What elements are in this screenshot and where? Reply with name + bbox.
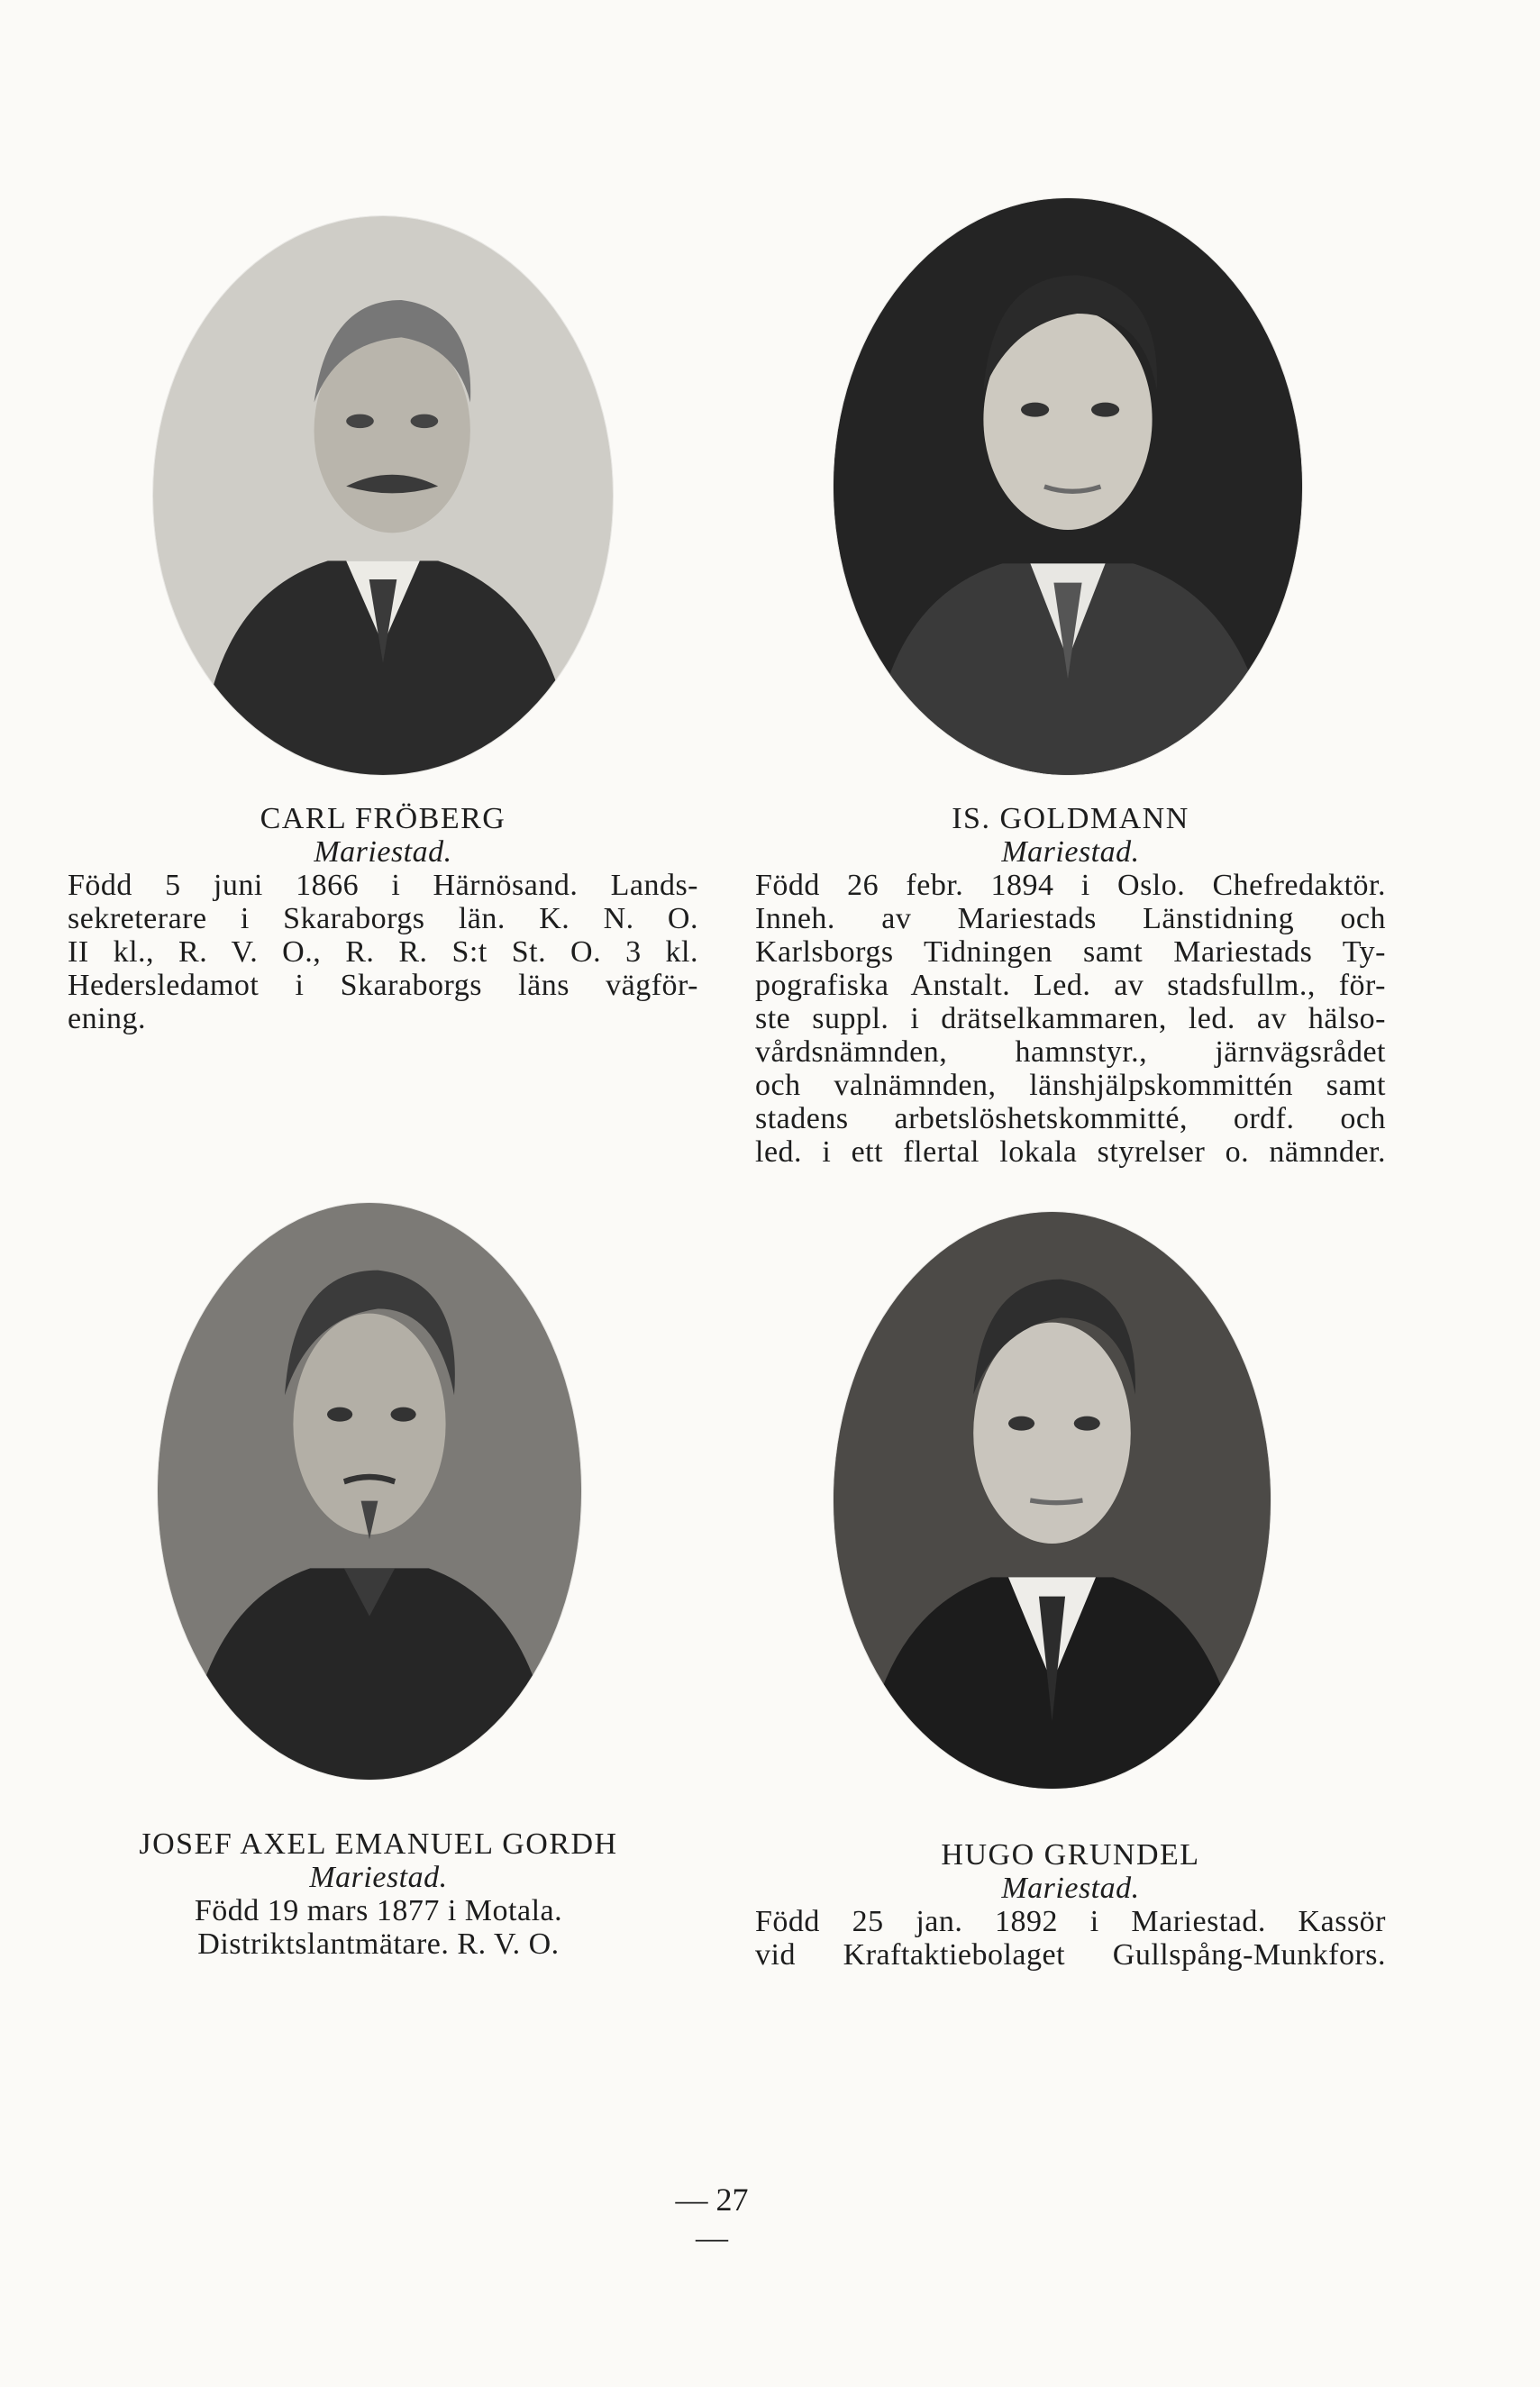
- bio-line: Född 26 febr. 1894 i Oslo. Chefredaktör.: [755, 869, 1386, 902]
- bio-line: ening.: [68, 1002, 147, 1035]
- entry-josef-gordh: [90, 1827, 667, 1961]
- person-name: JOSEF AXEL EMANUEL GORDH: [139, 1827, 618, 1861]
- bio-line: led. i ett flertal lokala styrelser o. nämnder.: [755, 1135, 1386, 1169]
- portrait-josef-gordh: [158, 1203, 581, 1780]
- page-number: — 27 —: [675, 2182, 749, 2255]
- person-place: Mariestad.: [314, 835, 452, 869]
- entry-is-goldmann: [755, 802, 1386, 1169]
- person-name: CARL FRÖBERG: [260, 802, 506, 835]
- person-bio: [68, 869, 698, 1035]
- bio-line: II kl., R. V. O., R. R. S:t St. O. 3 kl.: [68, 935, 698, 969]
- person-name: HUGO GRUNDEL: [941, 1838, 1200, 1872]
- portrait-hugo-grundel: [834, 1212, 1271, 1789]
- person-name: IS. GOLDMANN: [952, 802, 1189, 835]
- bio-line: vårdsnämnden, hamnstyr., järnvägsrådet: [755, 1035, 1386, 1069]
- bio-line: Född 19 mars 1877 i Motala.: [194, 1894, 563, 1927]
- bio-line: ste suppl. i drätselkammaren, led. av hälso-: [755, 1002, 1386, 1035]
- bio-line: Karlsborgs Tidningen samt Mariestads Ty-: [755, 935, 1386, 969]
- bio-line: pografiska Anstalt. Led. av stadsfullm., för-: [755, 969, 1386, 1002]
- bio-line: och valnämnden, länshjälpskommittén samt: [755, 1069, 1386, 1102]
- portrait-carl-froberg: [153, 216, 613, 775]
- person-place: Mariestad.: [1001, 1872, 1140, 1905]
- person-place: Mariestad.: [1001, 835, 1140, 869]
- person-bio: [755, 869, 1386, 1169]
- bio-line: Distriktslantmätare. R. V. O.: [197, 1927, 560, 1961]
- bio-line: Hedersledamot i Skaraborgs läns vägför-: [68, 969, 698, 1002]
- portrait-is-goldmann: [834, 198, 1302, 775]
- bio-line: Född 5 juni 1866 i Härnösand. Lands-: [68, 869, 698, 902]
- person-place: Mariestad.: [309, 1861, 448, 1894]
- bio-line: stadens arbetslöshetskommitté, ordf. och: [755, 1102, 1386, 1135]
- bio-line: sekreterare i Skaraborgs län. K. N. O.: [68, 902, 698, 935]
- bio-line: vid Kraftaktiebolaget Gullspång-Munkfors.: [755, 1938, 1386, 1972]
- entry-carl-froberg: [68, 802, 698, 1035]
- person-bio: [755, 1905, 1386, 1972]
- bio-line: Född 25 jan. 1892 i Mariestad. Kassör: [755, 1905, 1386, 1938]
- bio-line: Inneh. av Mariestads Länstidning och: [755, 902, 1386, 935]
- entry-hugo-grundel: [755, 1838, 1386, 1972]
- person-bio: [90, 1894, 667, 1961]
